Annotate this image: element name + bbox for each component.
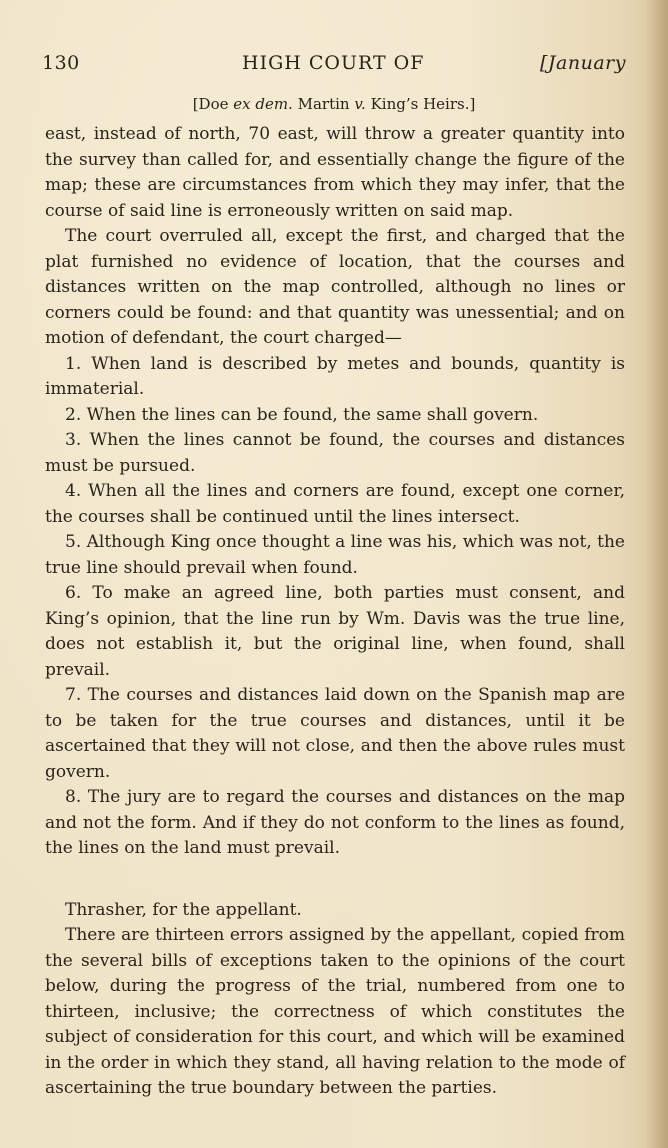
running-title: HIGH COURT OF: [242, 52, 425, 74]
body-text: [45, 122, 625, 1102]
charge-item-4: 4. When all the lines and corners are found, except one corner, the courses shall be continued until the lines intersect.: [45, 481, 625, 527]
case-title-ex-dem: ex dem.: [233, 95, 293, 113]
page-edge-shadow: [646, 0, 668, 1148]
charge-item-7: 7. The courses and distances laid down on the Spanish map are to be taken for the true courses and distances, until it be ascertained that they will not close, and then the above rules must govern.: [45, 685, 625, 782]
charge-item-6: 6. To make an agreed line, both parties must consent, and King’s opinion, that the line run by Wm. Davis was the true line, does not establish it, but the original line, when found, shall prevail.: [45, 583, 625, 680]
counsel-line: Thrasher, for the appellant.: [65, 899, 302, 920]
case-title: [0, 95, 668, 113]
paragraph-court-ruling: The court overruled all, except the first, and charged that the plat furnished no evidence of location, that the courses and distances written on the map controlled, although no lines or corners could be found: and that quantity was unessential; and on motion of defendant, the court charged—: [45, 226, 625, 348]
opinion-paragraph: There are thirteen errors assigned by the appellant, copied from the several bills of exceptions taken to the opinions of the court below, during the progress of the trial, numbered from one to thirteen, inclusive; the correctness of which constitutes the subject of consideration for this court, and which will be examined in the order in which they stand, all having relation to the mode of ascertaining the true boundary between the parties.: [45, 925, 625, 1098]
section-gap: [45, 862, 625, 898]
case-title-middle: Martin: [292, 95, 355, 113]
page-number: 130: [42, 52, 80, 74]
paragraph-continuation: east, instead of north, 70 east, will throw a greater quantity into the survey than called for, and essentially change the figure of the map; these are circumstances from which they may infer, that the course of said line is erroneously written on said map.: [45, 124, 625, 221]
running-header: [42, 52, 626, 82]
case-title-versus: v.: [354, 95, 366, 113]
charge-item-8: 8. The jury are to regard the courses and distances on the map and not the form. And if they do not conform to the lines as found, the lines on the land must prevail.: [45, 787, 625, 858]
charge-item-2: 2. When the lines can be found, the same shall govern.: [65, 404, 539, 425]
charge-item-3: 3. When the lines cannot be found, the courses and distances must be pursued.: [45, 430, 625, 476]
case-title-suffix: King’s Heirs.]: [365, 95, 476, 113]
charge-item-1: 1. When land is described by metes and bounds, quantity is immaterial.: [45, 353, 625, 399]
case-title-prefix: [Doe: [192, 95, 234, 113]
charge-item-5: 5. Although King once thought a line was his, which was not, the true line should prevail when found.: [45, 532, 625, 578]
running-month: [January: [540, 52, 626, 74]
